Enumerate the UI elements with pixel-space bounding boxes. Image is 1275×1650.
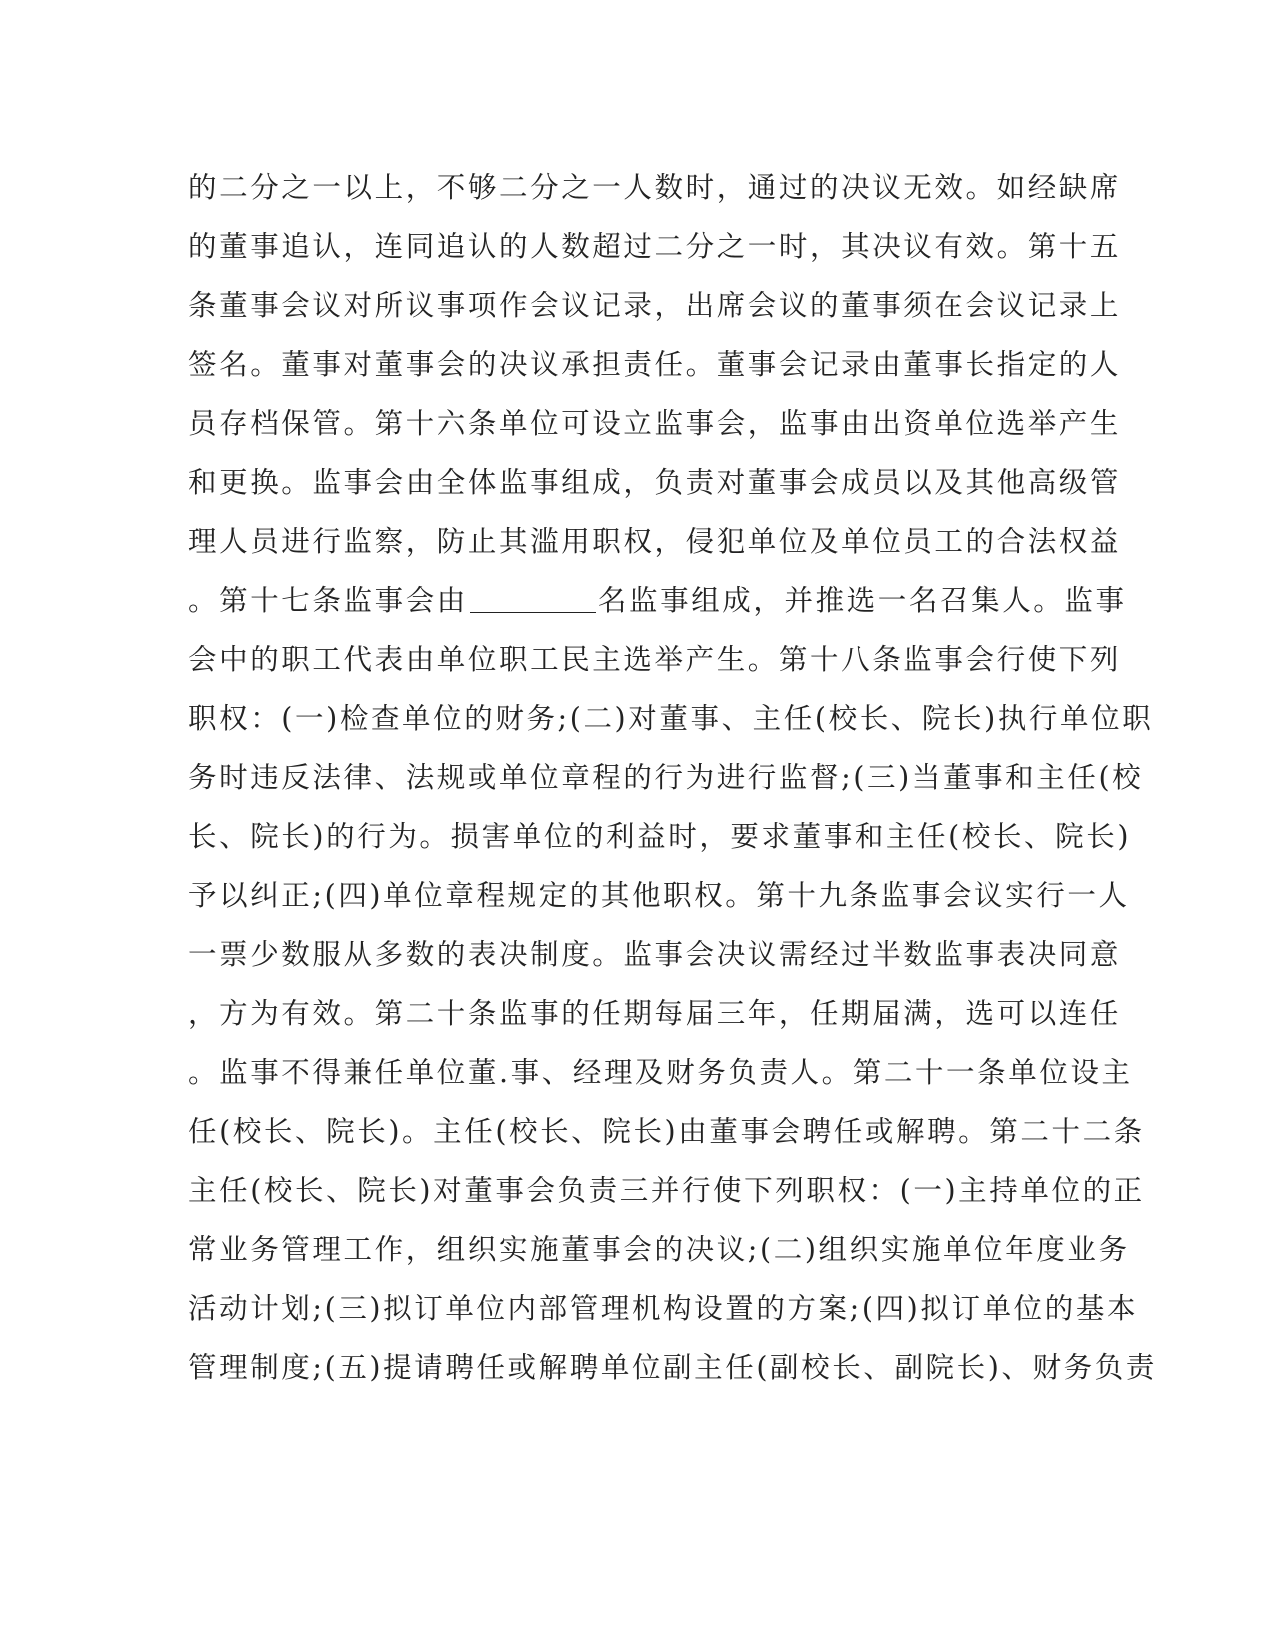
text-line-21: 管理制度;(五)提请聘任或解聘单位副主任(副校长、副院长)、财务负责: [188, 1351, 1157, 1384]
text-line-4: 签名。董事对董事会的决议承担责任。董事会记录由董事长指定的人: [188, 348, 1122, 381]
text-line-12: 长、院长)的行为。损害单位的利益时，要求董事和主任(校长、院长): [188, 820, 1132, 853]
text-line-20: 活动计划;(三)拟订单位内部管理机构设置的方案;(四)拟订单位的基本: [188, 1292, 1139, 1325]
text-line-10: 职权：(一)检查单位的财务;(二)对董事、主任(校长、院长)执行单位职: [188, 702, 1154, 735]
text-line-3: 条董事会议对所议事项作会议记录，出席会议的董事须在会议记录上: [188, 289, 1122, 322]
text-line-1: 的二分之一以上，不够二分之一人数时，通过的决议无效。如经缺席: [188, 171, 1122, 204]
text-line-6: 和更换。监事会由全体监事组成，负责对董事会成员以及其他高级管: [188, 466, 1122, 499]
text-line-13: 予以纠正;(四)单位章程规定的其他职权。第十九条监事会议实行一人: [188, 879, 1130, 912]
text-line-17: 任(校长、院长)。主任(校长、院长)由董事会聘任或解聘。第二十二条: [188, 1115, 1145, 1148]
text-line-7: 理人员进行监察，防止其滥用职权，侵犯单位及单位员工的合法权益: [188, 525, 1122, 558]
text-line-15: ，方为有效。第二十条监事的任期每届三年，任期届满，选可以连任: [188, 997, 1122, 1030]
fill-in-blank: [470, 582, 596, 613]
text-line-19: 常业务管理工作，组织实施董事会的决议;(二)组织实施单位年度业务: [188, 1233, 1130, 1266]
text-line-16: 。监事不得兼任单位董.事、经理及财务负责人。第二十一条单位设主: [188, 1056, 1133, 1089]
text-line-8: [188, 571, 1127, 630]
text-line-18: 主任(校长、院长)对董事会负责三并行使下列职权：(一)主持单位的正: [188, 1174, 1145, 1207]
text-line-11: 务时违反法律、法规或单位章程的行为进行监督;(三)当董事和主任(校: [188, 761, 1144, 794]
body-text: [188, 158, 1157, 1397]
text-line-8-start: 。第十七条监事会由: [188, 584, 468, 617]
text-line-8-end: 名监事组成，并推选一名召集人。监事: [597, 584, 1127, 617]
text-line-2: 的董事追认，连同追认的人数超过二分之一时，其决议有效。第十五: [188, 230, 1122, 263]
text-line-9: 会中的职工代表由单位职工民主选举产生。第十八条监事会行使下列: [188, 643, 1122, 676]
text-line-5: 员存档保管。第十六条单位可设立监事会，监事由出资单位选举产生: [188, 407, 1122, 440]
text-line-14: 一票少数服从多数的表决制度。监事会决议需经过半数监事表决同意: [188, 938, 1122, 971]
